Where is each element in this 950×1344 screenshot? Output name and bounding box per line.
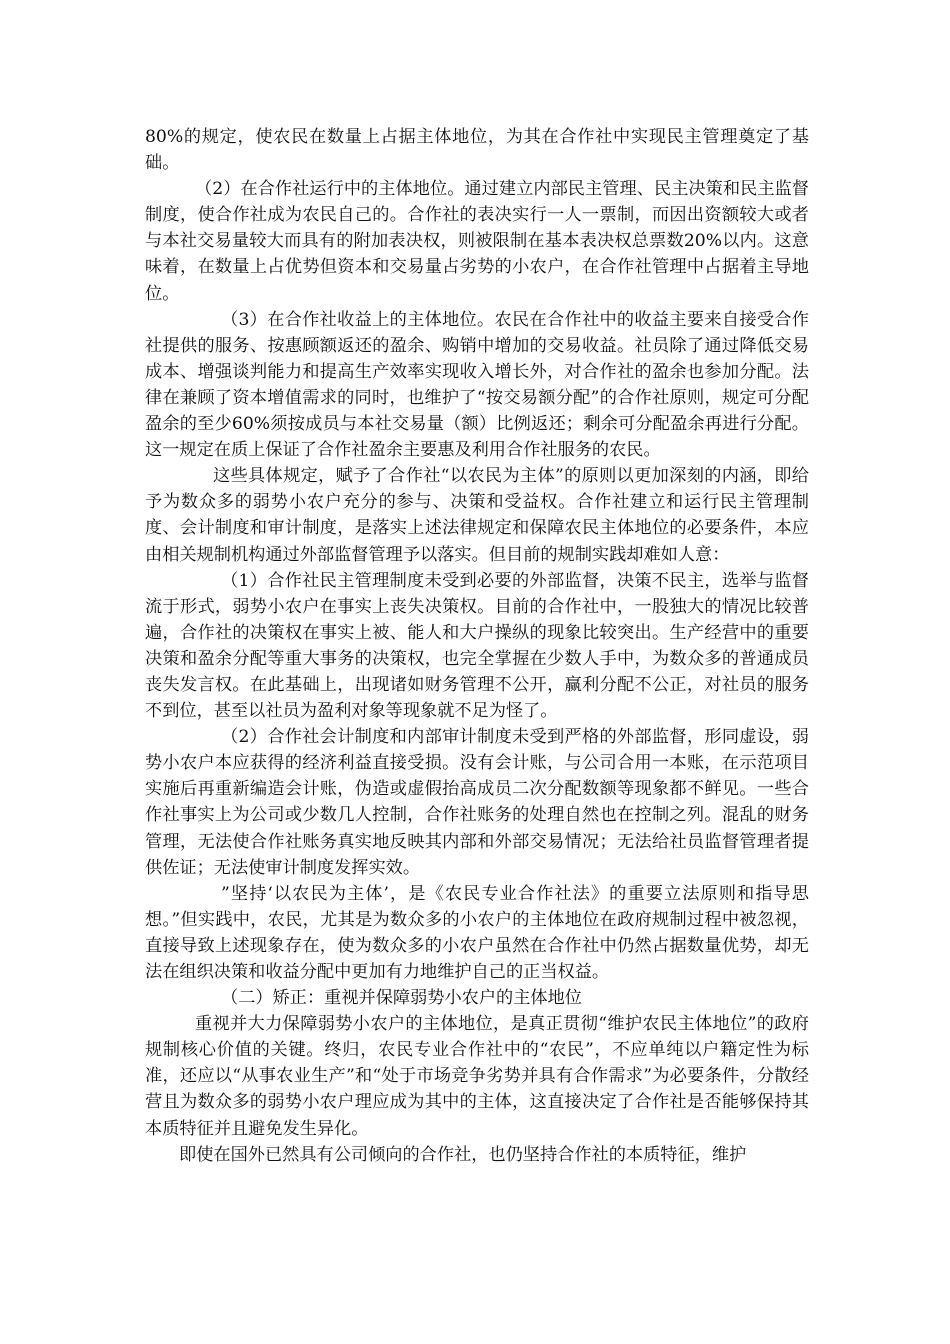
- paragraph-correction: 重视并大力保障弱势小农户的主体地位，是真正贯彻“维护农民主体地位”的政府规制核心价值的关键。终归，农民专业合作社中的“农民”，不应单纯以户籍定性为标准，还应以“从事农业生产”和“处于市场竞争劣势并具有合作需求”为必要条件，分散经营且为数众多的弱势小农户理应成为其中的主体，这直接决定了合作社是否能够保持其本质特征并且避免发生异化。: [145, 1014, 809, 1139]
- paragraph-democratic-management: （1）合作社民主管理制度未受到必要的外部监督，决策不民主，选举与监督流于形式，弱势小农户在事实上丧失决策权。目前的合作社中，一股独大的情况比较普遍，合作社的决策权在事实上被、能人和大户操纵的现象比较突出。生产经营中的重要决策和盈余分配等重大事务的决策权，也完全掌握在少数人手中，为数众多的普通成员丧失发言权。在此基础上，出现诸如财务管理不公开，赢利分配不公正，对社员的服务不到位，甚至以社员为盈利对象等现象就不足为怪了。: [145, 570, 809, 722]
- section-heading: （二）矫正：重视并保障弱势小农户的主体地位: [221, 988, 582, 1009]
- paragraph-accounting-audit: （2）合作社会计制度和内部审计制度未受到严格的外部监督，形同虚设，弱势小农户本应获得的经济利益直接受损。没有会计账，与公司合用一本账，在示范项目实施后再重新编造会计账，伪造或虚假抬高成员二次分配数额等现象都不鲜见。一些合作社事实上为公司或少数几人控制，合作社账务的处理自然也在控制之列。混乱的财务管理，无法使合作社账务真实地反映其内部和外部交易情况；无法给社员监督管理者提供佐证；无法使审计制度发挥实效。: [145, 727, 809, 878]
- paragraph-continuation: 80%的规定，使农民在数量上占据主体地位，为其在合作社中实现民主管理奠定了基础。: [145, 127, 809, 174]
- document-page: [145, 124, 809, 1168]
- paragraph-foreign-cooperatives: 即使在国外已然具有公司倾向的合作社，也仍坚持合作社的本质特征，维护: [179, 1144, 747, 1165]
- paragraph-operation-status: （2）在合作社运行中的主体地位。通过建立内部民主管理、民主决策和民主监督制度，使合作社成为农民自己的。合作社的表决实行一人一票制，而因出资额较大或者与本社交易量较大而具有的附加表决权，则被限制在基本表决权总票数20%以内。这意味着，在数量上占优势但资本和交易量占劣势的小农户，在合作社管理中占据着主导地位。: [145, 179, 809, 304]
- paragraph-specific-provisions: 这些具体规定，赋予了合作社“以农民为主体”的原则以更加深刻的内涵，即给予为数众多的弱势小农户充分的参与、决策和受益权。合作社建立和运行民主管理制度、会计制度和审计制度，是落实上述法律规定和保障农民主体地位的必要条件，本应由相关规制机构通过外部监督管理予以落实。但目前的规制实践却难如人意：: [145, 466, 809, 565]
- paragraph-legislative-principle: ”坚持‘以农民为主体’，是《农民专业合作社法》的重要立法原则和指导思想。”但实践中，农民，尤其是为数众多的小农户的主体地位在政府规制过程中被忽视，直接导致上述现象存在，使为数众多的小农户虽然在合作社中仍然占据数量优势，却无法在组织决策和收益分配中更加有力地维护自己的正当权益。: [145, 883, 809, 982]
- paragraph-income-status: （3）在合作社收益上的主体地位。农民在合作社中的收益主要来自接受合作社提供的服务、按惠顾额返还的盈余、购销中增加的交易收益。社员除了通过降低交易成本、增强谈判能力和提高生产效率实现收入增长外，对合作社的盈余也参加分配。法律在兼顾了资本增值需求的同时，也维护了“按交易额分配”的合作社原则，规定可分配盈余的至少60%须按成员与本社交易量（额）比例返还；剩余可分配盈余再进行分配。这一规定在质上保证了合作社盈余主要惠及利用合作社服务的农民。: [145, 309, 809, 461]
